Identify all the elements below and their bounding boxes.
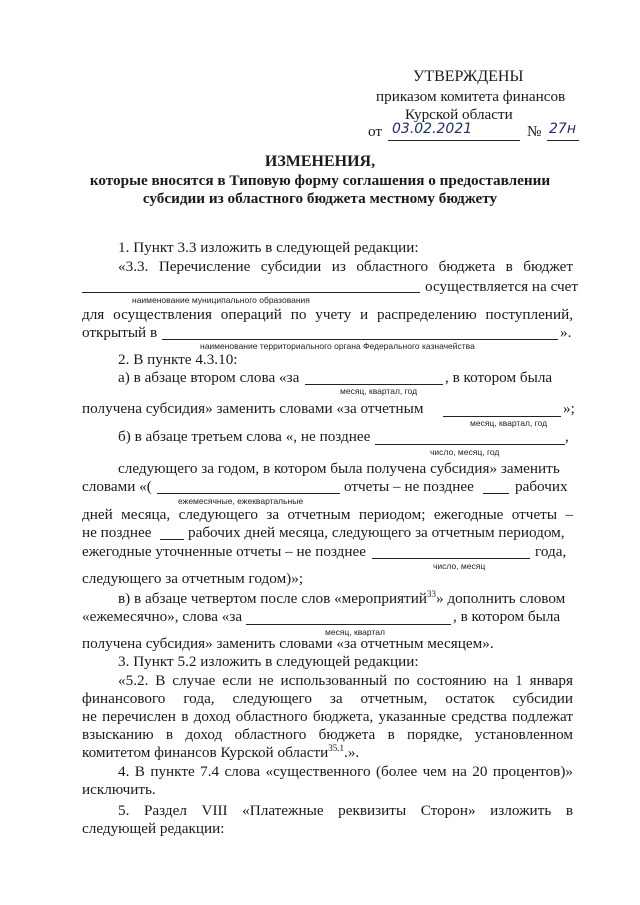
text-line: для осуществления операций по учету и распределению поступлений, [82,306,573,323]
doc-subtitle-line-2: субсидии из областного бюджета местному бюджету [142,190,498,207]
field-caption: месяц, квартал, год [340,386,418,396]
text-span: » дополнить словом [435,590,566,607]
blank-field [372,558,530,559]
field-caption: ежемесячные, ежеквартальные [178,496,304,506]
blank-field [160,539,184,540]
text-line: дней месяца, следующего за отчетным периодом; ежегодные отчеты – [82,506,573,523]
approval-date-value: 03.02.2021 [392,121,473,137]
text-line: открытый в [82,324,158,341]
text-line: осуществляется на счет [425,278,579,295]
text-line: не позднее [82,524,152,541]
text-line: ». [560,324,572,341]
blank-field [157,493,340,494]
text-span: в) в абзаце четвертом после слов «мероприятий [118,590,427,607]
date-underline [388,140,520,141]
text-span: .». [344,744,360,761]
field-caption: месяц, квартал, год [470,418,548,428]
text-line: финансового года, следующего за отчетным, остаток субсидии [82,690,573,707]
blank-field [483,493,509,494]
approval-date-prefix: от [368,123,383,140]
field-caption: число, месяц, год [430,447,500,457]
text-line: , [565,428,569,445]
text-line: ежегодные уточненные отчеты – не позднее [82,543,367,560]
text-line: получена субсидия» заменить словами «за отчетным месяцем». [82,635,494,652]
blank-field [305,384,443,385]
text-line: б) в абзаце третьем слова «, не позднее [118,428,371,445]
field-caption: месяц, квартал [325,627,385,637]
approval-title: УТВЕРЖДЕНЫ [413,68,524,85]
text-line: следующего за годом, в котором была получена субсидия» заменить [118,460,560,477]
text-line: получена субсидия» заменить словами «за отчетным [82,400,424,417]
blank-field [375,444,565,445]
text-line: 1. Пункт 3.3 изложить в следующей редакции: [118,239,419,256]
approval-line-2: Курской области [405,106,513,123]
text-line: рабочих [515,478,568,495]
text-line: следующего за отчетным годом)»; [82,570,304,587]
text-span: комитетом финансов Курской области [82,744,329,761]
text-line [82,744,359,762]
text-line: «3.3. Перечисление субсидии из областного бюджета в бюджет [118,258,573,275]
approval-line-1: приказом комитета финансов [376,88,566,105]
text-line: «ежемесячно», слова «за [82,608,243,625]
text-line [118,590,565,608]
field-caption: наименование территориального органа Федерального казначейства [200,341,475,351]
number-underline [547,140,579,141]
text-line: следующей редакции: [82,820,225,837]
text-line: а) в абзаце втором слова «за [118,369,300,386]
text-line: 5. Раздел VIII «Платежные реквизиты Сторон» изложить в [118,802,573,819]
approval-number-prefix: № [527,123,542,140]
text-line: 3. Пункт 5.2 изложить в следующей редакции: [118,653,419,670]
text-line: взысканию в доход областного бюджета в порядке, установленном [82,726,573,743]
approval-number-value: 27н [549,121,576,137]
text-line: »; [563,400,575,417]
footnote-ref: 35.1 [328,742,345,753]
doc-subtitle-line-1: которые вносятся в Типовую форму соглашения о предоставлении [89,172,551,189]
text-line: рабочих дней месяца, следующего за отчетным периодом, [188,524,565,541]
blank-field [82,292,420,293]
blank-field [246,624,451,625]
blank-field [443,416,561,417]
text-line: , в котором была [453,608,561,625]
text-line: года, [535,543,567,560]
field-caption: наименование муниципального образования [132,295,310,305]
doc-title: ИЗМЕНЕНИЯ, [264,153,376,170]
text-line: исключить. [82,781,156,798]
text-line: «5.2. В случае если не использованный по состоянию на 1 января [118,672,573,689]
field-caption: число, месяц [433,561,486,571]
text-line: 4. В пункте 7.4 слова «существенного (более чем на 20 процентов)» [118,763,573,780]
text-line: не перечислен в доход областного бюджета, указанные средства подлежат [82,708,573,725]
footnote-ref: 33 [426,588,436,599]
blank-field [162,339,558,340]
text-line: , в котором была [445,369,553,386]
text-line: словами «( [82,478,152,495]
text-line: отчеты – не позднее [344,478,474,495]
text-line: 2. В пункте 4.3.10: [118,351,238,368]
